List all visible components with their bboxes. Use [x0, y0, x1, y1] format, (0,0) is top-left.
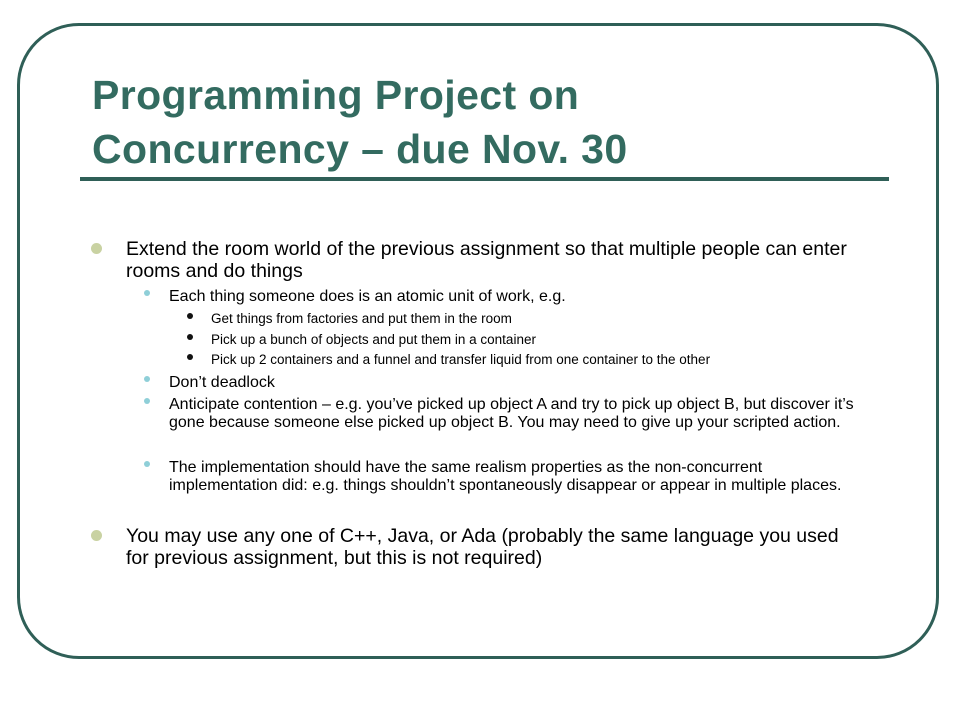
bullet-item: Anticipate contention – e.g. you’ve picked up object A and try to pick up object B, but discover it’s gone because someone else picked up object B. You may need to give up your scripted action. [169, 396, 854, 431]
bullet-marker [187, 354, 193, 360]
bullet-marker [91, 530, 102, 541]
title-line-1: Programming Project on [92, 72, 580, 118]
bullet-marker [144, 398, 150, 404]
bullet-item: Each thing someone does is an atomic unit of work, e.g. [169, 288, 566, 305]
bullet-item: You may use any one of C++, Java, or Ada (probably the same language you used for previous assignment, but this is not required) [126, 525, 839, 569]
bullet-item: Extend the room world of the previous assignment so that multiple people can enter rooms and do things [126, 238, 847, 282]
bullet-marker [144, 461, 150, 467]
bullet-marker [187, 313, 193, 319]
bullet-item: Don’t deadlock [169, 374, 275, 391]
bullet-item: Pick up 2 containers and a funnel and transfer liquid from one container to the other [211, 352, 711, 367]
bullet-item: The implementation should have the same realism properties as the non-concurrent implementation did: e.g. things shouldn’t spontaneously disappear or appear in multiple places. [169, 459, 842, 494]
bullet-marker [91, 243, 102, 254]
title-line-2: Concurrency – due Nov. 30 [92, 126, 628, 172]
bullet-marker [144, 376, 150, 382]
bullet-item: Get things from factories and put them in the room [211, 311, 512, 326]
bullet-marker [187, 334, 193, 340]
bullet-marker [144, 290, 150, 296]
bullet-item: Pick up a bunch of objects and put them in a container [211, 332, 536, 347]
